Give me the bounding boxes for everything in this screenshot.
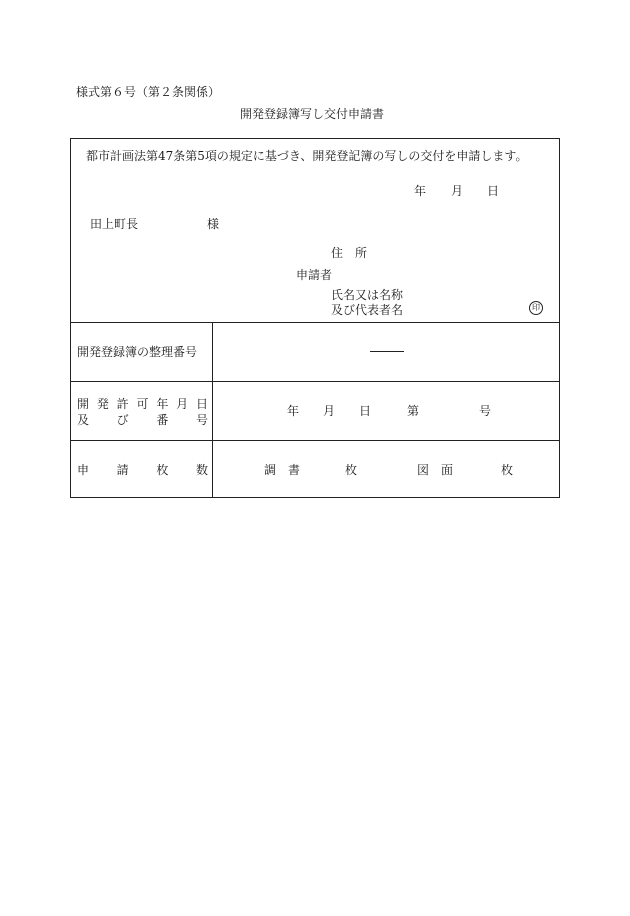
table-divider: [70, 440, 560, 441]
permit-number-suffix: 号: [479, 404, 492, 418]
table-divider: [70, 322, 560, 323]
table-divider: [70, 381, 560, 382]
date-day-label: 日: [487, 184, 500, 198]
permit-day-label: 日: [359, 404, 372, 418]
permit-number-prefix: 第: [407, 404, 420, 418]
applicant-label: 申請者: [296, 268, 333, 282]
address-label: 住 所: [331, 246, 368, 260]
name-label: 氏名又は名称: [331, 288, 404, 302]
date-month-label: 月: [451, 184, 464, 198]
permit-month-label: 月: [323, 404, 336, 418]
document-title: 開発登録簿写し交付申請書: [240, 107, 385, 121]
date-year-label: 年: [414, 184, 427, 198]
table-column-divider: [212, 322, 213, 498]
registry-number-value: [370, 351, 404, 352]
permit-year-label: 年: [287, 404, 300, 418]
registry-number-label: 開発登録簿の整理番号: [77, 345, 198, 359]
honorific: 様: [207, 217, 220, 231]
drawing-copies-label: 図 面: [417, 463, 454, 477]
drawing-copies-unit: 枚: [501, 463, 514, 477]
seal-mark: 印: [529, 301, 543, 315]
addressee: 田上町長: [90, 217, 139, 231]
document-copies-unit: 枚: [345, 463, 358, 477]
application-statement: 都市計画法第47条第5項の規定に基づき、開発登記簿の写しの交付を申請します。: [86, 149, 528, 163]
copies-label: 申 請 枚 数: [77, 463, 208, 477]
representative-label: 及び代表者名: [331, 303, 404, 317]
permit-date-label: 開 発 許 可 年 月 日: [77, 397, 208, 411]
permit-number-label: 及 び 番 号: [77, 413, 208, 427]
document-copies-label: 調 書: [264, 463, 301, 477]
form-reference: 様式第６号（第２条関係）: [76, 85, 221, 99]
